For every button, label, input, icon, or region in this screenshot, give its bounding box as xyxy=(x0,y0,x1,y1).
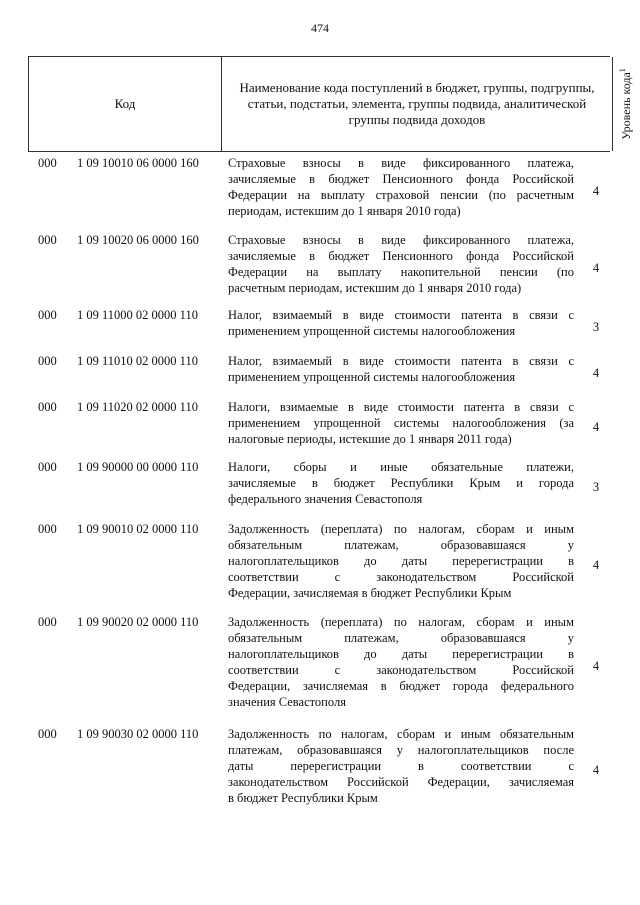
header-level-text xyxy=(618,68,634,140)
revenue-code: 1 09 10020 06 0000 160 xyxy=(77,233,199,247)
page-number: 474 xyxy=(311,21,329,35)
code-level: 4 xyxy=(592,261,600,275)
revenue-name-line: применением упрощенной системы налогообложения xyxy=(228,370,516,384)
revenue-name xyxy=(228,232,574,296)
revenue-name-line: применением упрощенной системы налогообложения (за xyxy=(228,416,574,430)
admin-code: 000 xyxy=(38,400,57,414)
revenue-name xyxy=(228,155,574,219)
revenue-name-line: Федерации на выплату страховой пенсии (по расчетным xyxy=(228,188,574,202)
revenue-name-line: налоговые периоды, истекшие до 1 января 2011 года) xyxy=(228,432,512,446)
revenue-name-line: платежам, образовавшаяся у налогоплательщиков после xyxy=(228,743,574,757)
revenue-name-line: периодам, истекшим до 1 января 2010 года) xyxy=(228,204,461,218)
revenue-name xyxy=(228,399,574,447)
admin-code: 000 xyxy=(38,727,57,741)
header-code: Код xyxy=(28,57,221,151)
admin-code: 000 xyxy=(38,233,57,247)
revenue-name xyxy=(228,353,574,385)
revenue-name-line: Налоги, взимаемые в виде стоимости патента в связи с xyxy=(228,400,574,414)
admin-code: 000 xyxy=(38,354,57,368)
revenue-name-line: Федерации, зачисляемая в бюджет Республики Крым xyxy=(228,586,512,600)
header-level-footnote: 1 xyxy=(618,68,627,73)
revenue-name-line: Налог, взимаемый в виде стоимости патента в связи с xyxy=(228,308,574,322)
table-header xyxy=(28,56,633,152)
revenue-name-line: Страховые взносы в виде фиксированного платежа, xyxy=(228,156,574,170)
revenue-code: 1 09 11020 02 0000 110 xyxy=(77,400,198,414)
admin-code: 000 xyxy=(38,156,57,170)
revenue-name-line: применением упрощенной системы налогообложения xyxy=(228,324,516,338)
revenue-name-line: Налоги, сборы и иные обязательные платежи, xyxy=(228,460,574,474)
revenue-name xyxy=(228,726,574,806)
revenue-name-line: Страховые взносы в виде фиксированного платежа, xyxy=(228,233,574,247)
revenue-name-line: Задолженность по налогам, сборам и иным обязательным xyxy=(228,727,574,741)
revenue-name-line: зачисляемые в бюджет Пенсионного фонда Российской xyxy=(228,172,574,186)
revenue-name xyxy=(228,459,574,507)
revenue-name-line: зачисляемые в бюджет Республики Крым и города xyxy=(228,476,574,490)
revenue-code: 1 09 90000 00 0000 110 xyxy=(77,460,199,474)
revenue-name-line: Федерации на выплату накопительной пенсии (по xyxy=(228,265,574,279)
revenue-name-line: Задолженность (переплата) по налогам, сборам и иным xyxy=(228,615,574,629)
revenue-name-line: значения Севастополя xyxy=(228,695,346,709)
revenue-code: 1 09 90030 02 0000 110 xyxy=(77,727,199,741)
revenue-name-line: налогоплательщиков до даты перерегистрации в xyxy=(228,647,574,661)
revenue-name-line: Налог, взимаемый в виде стоимости патента в связи с xyxy=(228,354,574,368)
code-level: 4 xyxy=(592,558,600,572)
revenue-name-line: в бюджет Республики Крым xyxy=(228,791,378,805)
revenue-name-line: даты перерегистрации в соответствии с xyxy=(228,759,574,773)
revenue-name-line: законодательством Российской Федерации, зачисляемая xyxy=(228,775,574,789)
code-level: 4 xyxy=(592,420,600,434)
admin-code: 000 xyxy=(38,615,57,629)
revenue-name-line: обязательным платежам, образовавшаяся у xyxy=(228,538,574,552)
revenue-name-line: зачисляемые в бюджет Пенсионного фонда Российской xyxy=(228,249,574,263)
revenue-name-line: Задолженность (переплата) по налогам, сборам и иным xyxy=(228,522,574,536)
header-name: Наименование кода поступлений в бюджет, группы, подгруппы, статьи, подстатьи, элемента, группы подвида, аналитической группы подвида доходов xyxy=(221,57,612,151)
code-level: 4 xyxy=(592,366,600,380)
revenue-name xyxy=(228,521,574,601)
header-level xyxy=(612,57,639,151)
code-level: 3 xyxy=(592,480,600,494)
code-level: 4 xyxy=(592,659,600,673)
code-level: 4 xyxy=(592,184,600,198)
revenue-code: 1 09 11010 02 0000 110 xyxy=(77,354,198,368)
admin-code: 000 xyxy=(38,308,57,322)
revenue-code: 1 09 11000 02 0000 110 xyxy=(77,308,198,322)
revenue-name-line: федерального значения Севастополя xyxy=(228,492,423,506)
admin-code: 000 xyxy=(38,460,57,474)
revenue-code: 1 09 90010 02 0000 110 xyxy=(77,522,199,536)
code-level: 4 xyxy=(592,763,600,777)
revenue-name-line: налогоплательщиков до даты перерегистрации в xyxy=(228,554,574,568)
revenue-name-line: расчетным периодам, истекшим до 1 января 2010 года) xyxy=(228,281,522,295)
revenue-name-line: соответствии с законодательством Российской xyxy=(228,570,574,584)
revenue-name xyxy=(228,307,574,339)
revenue-code: 1 09 90020 02 0000 110 xyxy=(77,615,199,629)
admin-code: 000 xyxy=(38,522,57,536)
revenue-name-line: Федерации, зачисляемая в бюджет города федерального xyxy=(228,679,574,693)
revenue-code: 1 09 10010 06 0000 160 xyxy=(77,156,199,170)
revenue-name-line: обязательным платежам, образовавшаяся у xyxy=(228,631,574,645)
revenue-name-line: соответствии с законодательством Российской xyxy=(228,663,574,677)
header-level-label: Уровень кода xyxy=(619,72,633,140)
code-level: 3 xyxy=(592,320,600,334)
revenue-name xyxy=(228,614,574,710)
